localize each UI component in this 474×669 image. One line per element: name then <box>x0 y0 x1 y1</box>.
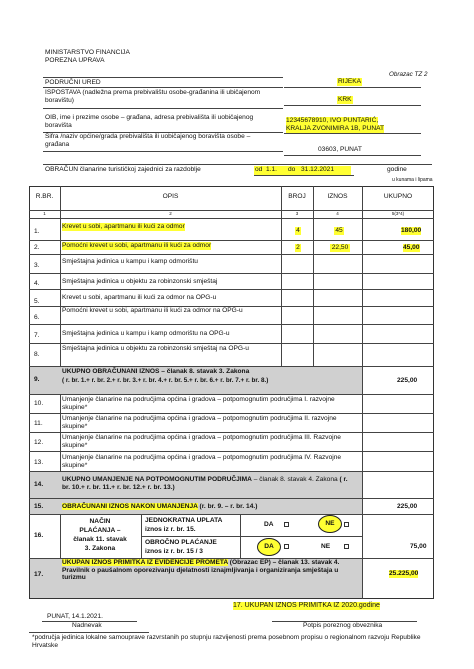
row11-desc: Umanjenje članarine na područjima općina i gradova – potpomognutim područjima II. razvojne skupine* <box>62 415 337 430</box>
row9-ukupno: 225,00 <box>397 377 418 384</box>
row1-ukupno: 180,00 <box>401 227 422 234</box>
row5-desc: Krevet u sobi, apartmanu ili kući za odmor na OPG-u <box>62 294 217 301</box>
code-label: Šifra /naziv općine/grada prebivališta ili uobičajenog boravišta osobe – građana <box>45 133 251 148</box>
colnum-rbr: 1 <box>43 211 46 216</box>
header-rbr: R.BR. <box>35 193 54 200</box>
one-time-label: JEDNOKRATNA UPLATA <box>145 517 223 524</box>
footnote: *područja jedinica lokalne samouprave razvrstanih po stupnju razvijenosti prema posebnom propisu o regionalnom razvoju Republike Hrvatske <box>32 634 421 649</box>
row2-ukupno: 45,00 <box>403 244 420 251</box>
row9-number: 9. <box>34 376 40 383</box>
row1-number: 1. <box>34 228 40 235</box>
row13-number: 13. <box>34 459 44 466</box>
colnum-broj: 3 <box>295 211 299 216</box>
payment-method-l3: članak 11. stavak <box>73 536 127 543</box>
row10-number: 10. <box>34 400 44 407</box>
office-label: PODRUČNI URED <box>45 79 101 86</box>
row11-number: 11. <box>34 420 43 427</box>
row2-iznos: 22,50 <box>331 244 349 251</box>
signature-caption: Potpis poreznog obveznika <box>303 622 383 629</box>
ministry-name: MINISTARSTVO FINANCIJA <box>45 49 130 56</box>
one-time-ne-checkbox[interactable] <box>344 522 349 527</box>
code-value: 03603, PUNAT <box>318 146 362 153</box>
row14-title: UKUPNO UMANJENJE NA POTPOMOGNUTIM PODRUČJIMA <box>62 476 252 483</box>
one-time-da-label: DA <box>264 521 274 528</box>
oib-value-line2: KRALJA ZVONIMIRA 1B, PUNAT <box>286 125 385 132</box>
row4-desc: Smještajna jedinica u objektu za robinzonski smještaj <box>62 278 218 285</box>
row9-title: UKUPNO OBRAČUNANI IZNOS <box>62 368 160 375</box>
oib-label: OIB, ime i prezime osobe – građana, adresa prebivališta ili uobičajenog boravišta <box>45 114 254 129</box>
colnum-ukupno: 5(3*4) <box>391 211 405 216</box>
payment-method-l1: NAČIN <box>89 518 111 525</box>
installments-sub: iznos iz r. br. 15 / 3 <box>145 548 203 555</box>
row8-desc: Smještajna jedinica u objektu za robinzonski smještaj na OPG-u <box>62 345 249 352</box>
installments-ne-checkbox[interactable] <box>344 544 349 549</box>
row16-ukupno: 75,00 <box>410 543 427 550</box>
date-caption: Nadnevak <box>72 622 102 629</box>
row6-desc: Pomoćni krevet u sobi, apartmanu ili kući za odmor na OPG-u <box>62 307 243 314</box>
row15-title: OBRAČUNANI IZNOS NAKON UMANJENJA <box>62 503 198 510</box>
branch-label: ISPOSTAVA (nadležna prema prebivalištu osobe-građanina ili ubičajenom boravištu) <box>45 89 261 104</box>
row3-number: 3. <box>34 262 40 269</box>
period-to: 31.12.2021 <box>301 166 335 173</box>
one-time-da-checkbox[interactable] <box>284 522 289 527</box>
installments-ne-label: NE <box>321 543 331 550</box>
row4-number: 4. <box>34 280 40 287</box>
period-suffix: godine <box>387 166 407 173</box>
row10-desc: Umanjenje članarine na područjima općina i gradova – potpomognutim područjima I. razvojne skupine* <box>62 396 335 411</box>
summary-line: 17. UKUPAN IZNOS PRIMITKA IZ 2020.godine <box>233 602 380 609</box>
payment-method-l2: PLAĆANJA – <box>79 527 121 534</box>
row14-title-rest: – članak 8. stavak 4. Zakona <box>251 476 338 483</box>
row5-number: 5. <box>34 298 40 305</box>
row15-ukupno: 225,00 <box>397 503 418 510</box>
row12-desc: Umanjenje članarine na područjima općina i gradova – potpomognutim područjima III. Razvojne skupine* <box>62 434 341 449</box>
form-code: Obrazac TZ 2 <box>389 71 428 78</box>
header-broj: BROJ <box>288 193 306 200</box>
row3-desc: Smještajna jedinica u kampu i kamp odmorištu <box>62 258 198 265</box>
row1-desc: Krevet u sobi, apartmanu ili kući za odmor <box>62 223 185 230</box>
installments-da-label: DA <box>264 543 274 550</box>
row6-number: 6. <box>34 314 40 321</box>
period-to-prefix: do <box>288 166 296 173</box>
row12-number: 12. <box>34 439 44 446</box>
colnum-iznos: 4 <box>336 211 339 216</box>
row15-number: 15. <box>34 503 44 510</box>
row7-number: 7. <box>34 332 40 339</box>
header-opis: OPIS <box>162 193 179 200</box>
period-from-prefix: od <box>255 166 263 173</box>
row2-number: 2. <box>34 244 40 251</box>
installments-label: OBROČNO PLAĆANJE <box>145 539 217 546</box>
payment-method-l4: 3. Zakona <box>84 545 116 552</box>
period-from: 1.1. <box>266 166 277 173</box>
one-time-sub: iznos iz r. br. 15. <box>145 526 196 533</box>
header-iznos: IZNOS <box>327 193 348 200</box>
row1-broj: 4 <box>296 227 300 234</box>
row7-desc: Smještajna jedinica u kampu i kamp odmorištu na OPG-u <box>62 330 230 337</box>
oib-value-line1: 12345678910, IVO PUNTARIĆ, <box>286 117 379 124</box>
row1-iznos: 45 <box>335 227 343 234</box>
row8-number: 8. <box>34 351 40 358</box>
row14-number: 14. <box>34 481 44 488</box>
row13-desc: Umanjenje članarine na područjima općina i gradova – potpomognutim područjima IV. Razvojne skupine* <box>62 454 342 469</box>
row14-formula: ( r. br. 10.+ r. br. 11.+ r. br. 12.+ r. br. 13.) <box>62 476 348 491</box>
row2-desc: Pomoćni krevet u sobi, apartmanu ili kući za odmor <box>62 242 212 249</box>
period-label: OBRAČUN članarine turističkoj zajednici za razdoblje <box>45 166 201 173</box>
place-date: PUNAT, 14.1.2021. <box>47 613 103 620</box>
colnum-opis: 2 <box>169 211 172 216</box>
row9-formula: ( r. br. 1.+ r. br. 2.+ r. br. 3.+ r. br. 4.+ r. br. 5.+ r. br. 6.+ r. br. 7.+ r. br. 8.) <box>62 377 269 384</box>
branch-value: KRK <box>338 96 352 103</box>
row16-number: 16. <box>34 532 44 539</box>
row17-title-rest: (Obrazac EP) – članak 13. stavak 4. Pravilnik o paušalnom oporezivanju djelatnosti iznajmljivanja i organiziranja smještaja u turizmu <box>62 559 340 582</box>
row17-number: 17. <box>34 571 44 578</box>
row15-formula: (r. br. 9. – r. br. 14.) <box>197 503 258 510</box>
installments-da-checkbox[interactable] <box>284 544 289 549</box>
row17-title: UKUPAN IZNOS PRIMITKA IZ EVIDENCIJE PROMETA <box>62 559 228 566</box>
office-value: RIJEKA <box>338 78 362 85</box>
row2-broj: 2 <box>296 244 300 251</box>
row17-ukupno: 25.225,00 <box>389 570 419 577</box>
header-ukupno: UKUPNO <box>383 193 413 200</box>
one-time-ne-label: NE <box>325 520 335 527</box>
tax-administration: POREZNA UPRAVA <box>45 57 105 64</box>
currency-note: u kunama i lipama <box>392 177 433 183</box>
row9-title-rest: – članak 8. stavak 3. Zakona <box>159 368 250 375</box>
